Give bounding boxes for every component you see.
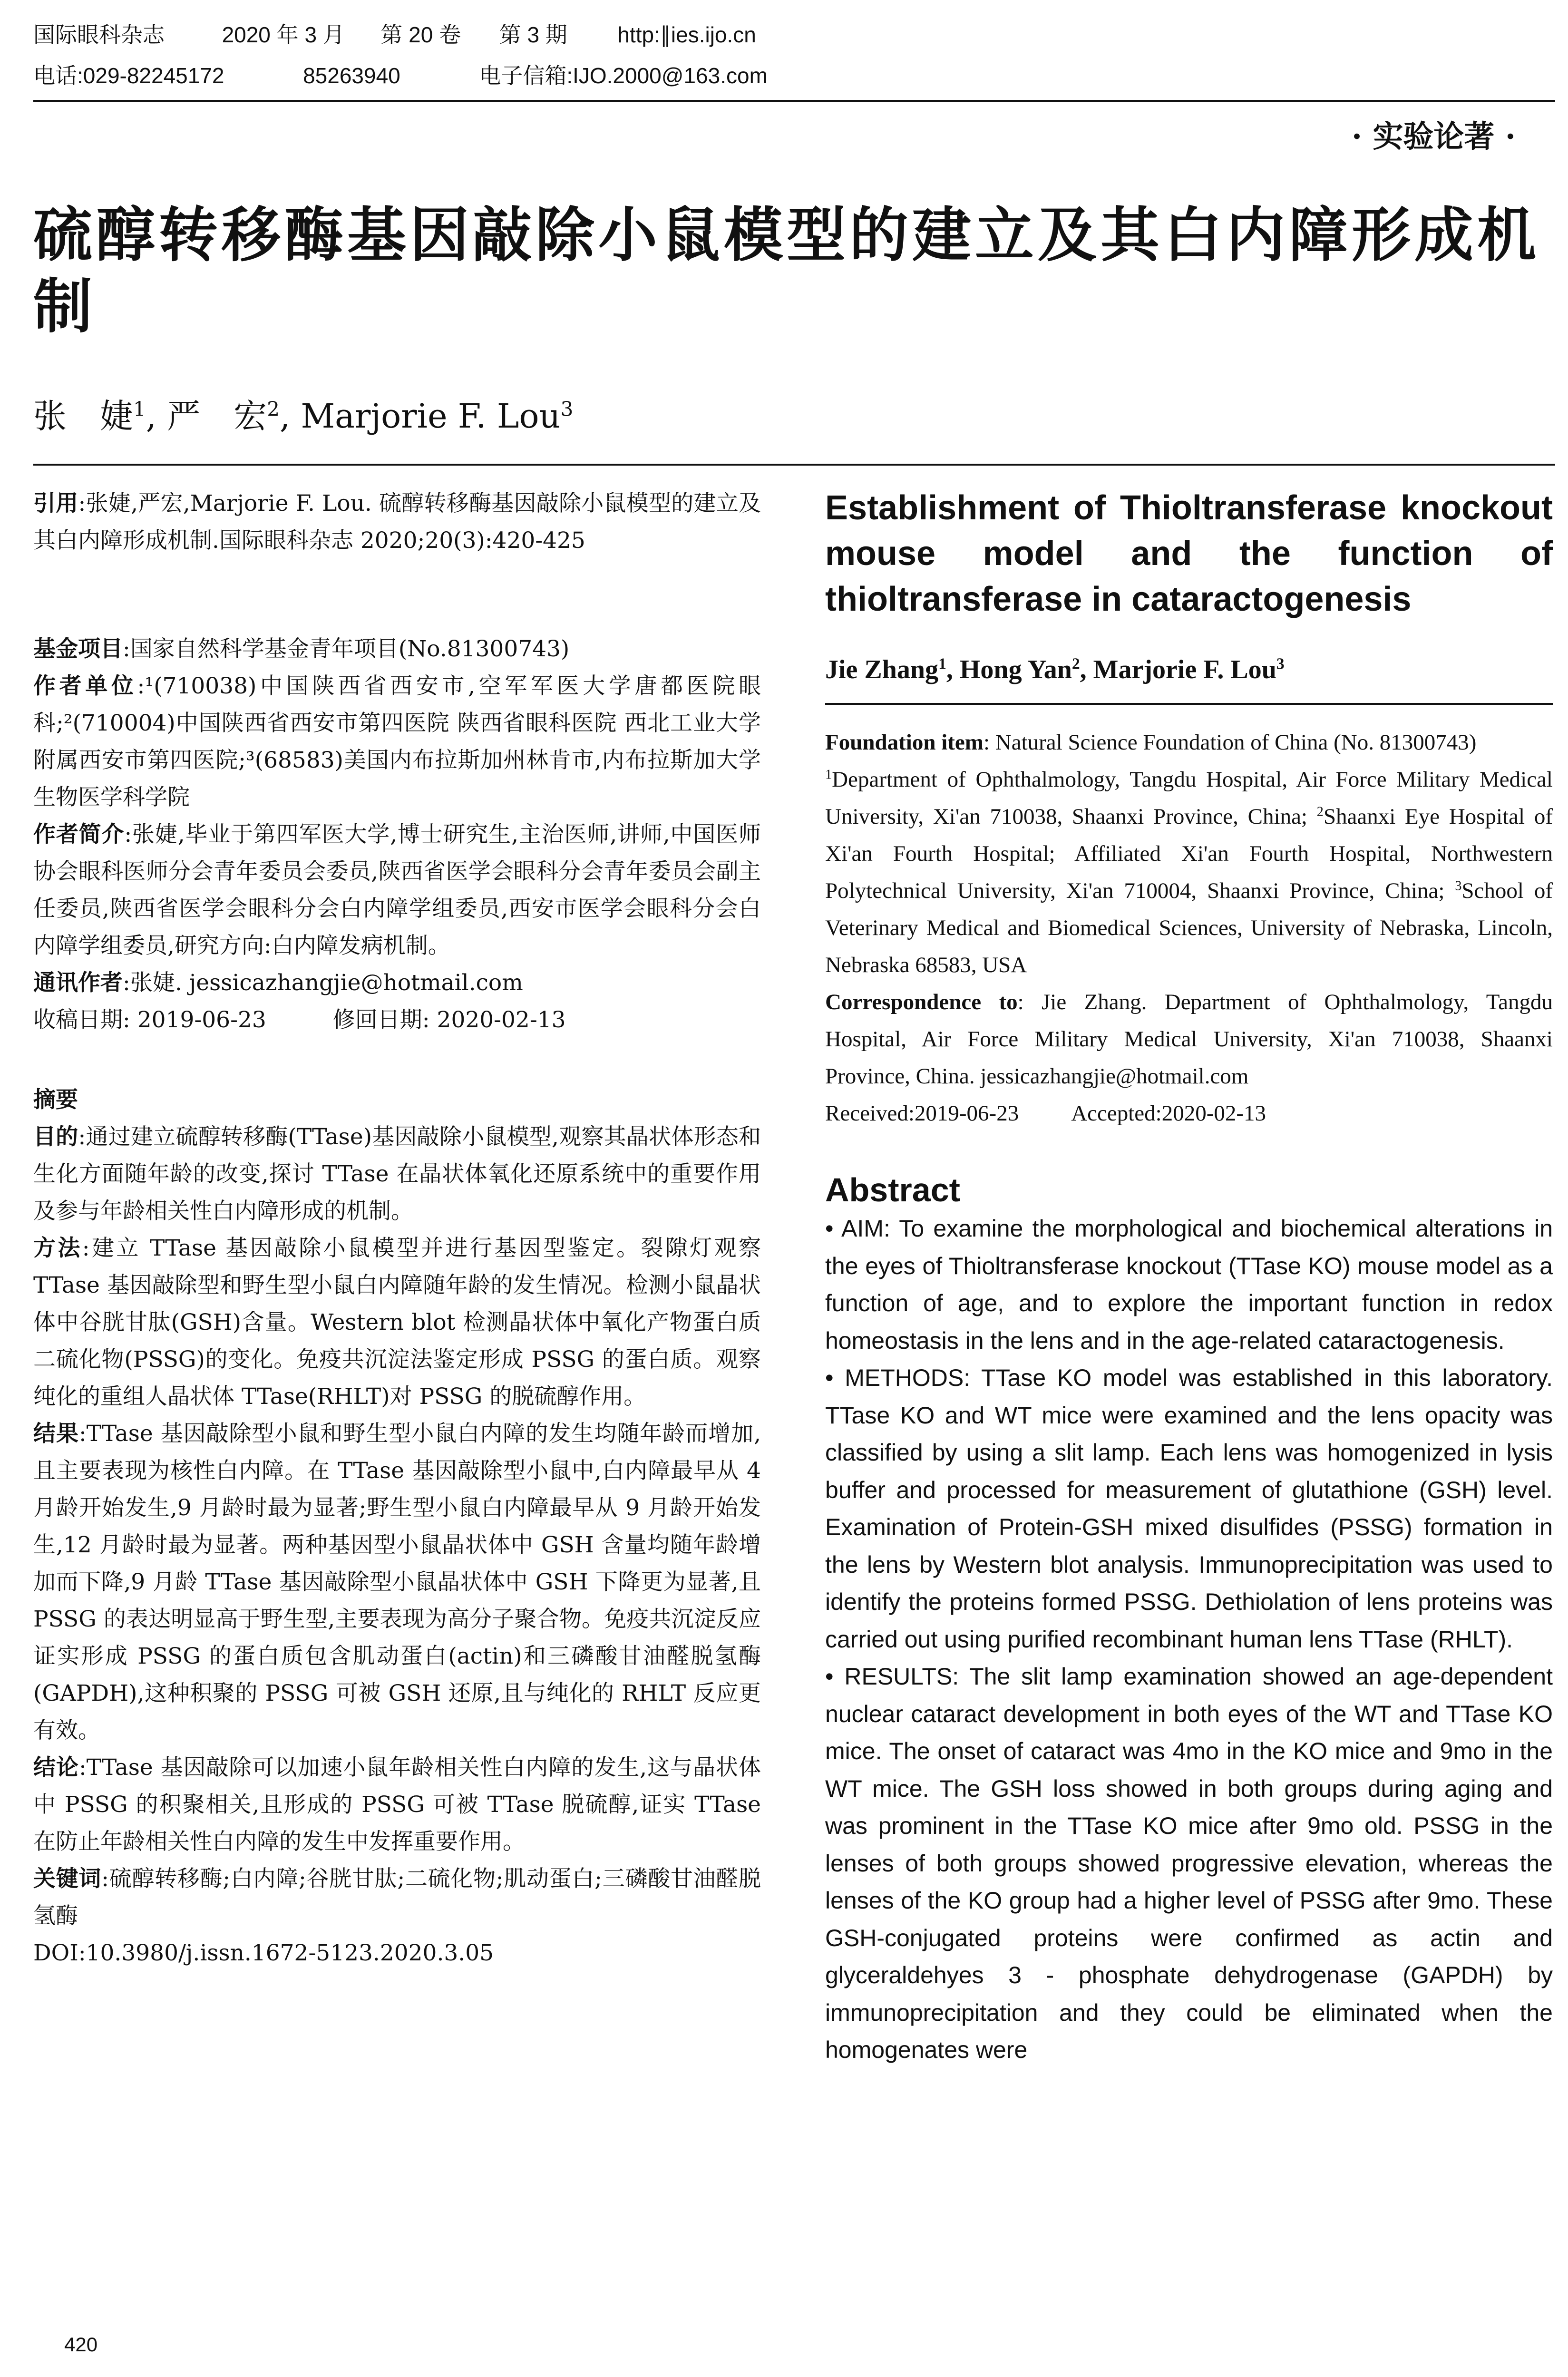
issue-date: 2020 年 3 月 [222,22,345,47]
english-author-3: Marjorie F. Lou [1093,655,1276,684]
author-3: Marjorie F. Lou [301,397,561,436]
en-aim-text: : To examine the morphological and biochemical alterations in the eyes of Thioltransferase knockout (TTase KO) mouse model as a function of age, and to explore the important function in redox homeostasis in the lens and in the age-related cataractogenesis. [825,1215,1553,1354]
citation-text: :张婕,严宏,Marjorie F. Lou. 硫醇转移酶基因敲除小鼠模型的建立及其白内障形成机制.国际眼科杂志 2020;20(3):420-425 [33,490,761,554]
received-en: Received:2019-06-23 [825,1101,1019,1126]
affil-1: Department of Ophthalmology, Tangdu Hospital, Air Force Military Medical University, Xi'an 710038, Shaanxi Province, China; [825,767,1553,829]
aim-block [33,1119,761,1230]
dates-block [33,1002,761,1039]
correspondence-to-text: : Jie Zhang. Department of Ophthalmology, Tangdu Hospital, Air Force Military Medical University, Xi'an 710038, Shaanxi Province, China. jessicazhangjie@hotmail.com [825,990,1553,1089]
en-results-label: • RESULTS [825,1663,953,1690]
right-column [825,485,1553,2069]
results-label: 结果 [33,1421,79,1447]
fund-label: 基金项目 [33,636,123,662]
journal-url: http:∥ies.ijo.cn [617,22,756,47]
en-aim-block [825,1210,1553,1359]
foundation-block [825,724,1553,761]
english-author-2: Hong Yan [959,655,1072,684]
keywords-text: :硫醇转移酶;白内障;谷胱甘肽;二硫化物;肌动蛋白;三磷酸甘油醛脱氢酶 [33,1866,761,1929]
accepted-en: Accepted:2020-02-13 [1071,1101,1266,1126]
issue: 第 3 期 [499,22,567,47]
author-1-affil: 1 [133,397,146,421]
citation-block [33,485,761,559]
abstract-heading-en: Abstract [825,1171,960,1208]
citation-label: 引用 [33,490,78,516]
keywords-block [33,1861,761,1935]
journal-name: 国际眼科杂志 [33,22,165,47]
running-header-line2 [33,62,1555,89]
phone: 电话:029-82245172 [33,63,224,88]
author-3-affil: 3 [560,397,574,421]
en-methods-label: • METHODS [825,1364,964,1391]
en-aim-label: • AIM [825,1215,884,1242]
methods-block [33,1230,761,1415]
aim-label: 目的 [33,1124,78,1150]
affiliation-text: :¹(710038)中国陕西省西安市,空军军医大学唐都医院眼科;²(710004)中国陕西省西安市第四医院 陕西省眼科医院 西北工业大学附属西安市第四医院;³(68583)美国内布拉斯加州林肯市,内布拉斯加大学生物医学科学院 [33,673,761,810]
bio-block [33,816,761,964]
english-correspondence [825,984,1553,1095]
affiliation-label: 作者单位 [33,673,137,699]
affil-3: School of Veterinary Medical and Biomedical Sciences, University of Nebraska, Lincoln, Nebraska 68583, USA [825,878,1553,977]
revised-date: 修回日期: 2020-02-13 [332,1007,566,1033]
english-author-2-affil: 2 [1071,655,1080,673]
article-title: 硫醇转移酶基因敲除小鼠模型的建立及其白内障形成机制 [33,201,1540,341]
english-author-1: Jie Zhang [825,655,939,684]
page-number: 420 [64,2333,98,2356]
english-author-1-affil: 1 [938,655,946,673]
correspondence-label: 通讯作者 [33,970,123,996]
abstract-heading-cn: 摘要 [33,1087,78,1113]
affil-2: Shaanxi Eye Hospital of Xi'an Fourth Hospital; Affiliated Xi'an Fourth Hospital, Northwestern Polytechnical University, Xi'an 710004, Shaanxi Province, China; [825,804,1553,903]
bio-text: :张婕,毕业于第四军医大学,博士研究生,主治医师,讲师,中国医师协会眼科医师分会青年委员会委员,陕西省医学会眼科分会青年委员会副主任委员,陕西省医学会眼科分会白内障学组委员,西安市医学会眼科分会白内障学组委员,研究方向:白内障发病机制。 [33,821,761,959]
title-rule [33,464,1555,466]
phone-2: 85263940 [303,63,400,88]
conclusion-label: 结论 [33,1754,79,1781]
header-rule [33,100,1555,102]
conclusion-block [33,1749,761,1861]
affil-3-sup: 3 [1455,878,1462,894]
english-title: Establishment of Thioltransferase knockout mouse model and the function of thioltransferase in cataractogenesis [825,489,1553,618]
en-results-text: : The slit lamp examination showed an age-dependent nuclear cataract development in both eyes of the WT and TTase KO mice. The onset of cataract was 4mo in the KO mice and 9mo in the WT mice. The GSH loss showed in both groups during aging and was prominent in the TTase KO mice after 9mo old. PSSG in the lenses of both groups showed progressive elevation, whereas the lenses of the KO group had a higher level of PSSG after 9mo. These GSH-conjugated proteins were confirmed as actin and glyceraldehyes 3 - phosphate dehydrogenase (GAPDH) by immunoprecipitation and they could be eliminated when the homogenates were [825,1663,1553,2063]
english-author-list: Jie Zhang$^1$, Hong Yan$^2$, Marjorie F. Lou$^3$ [825,655,1285,684]
english-author-3-affil: 3 [1276,655,1285,673]
email: 电子信箱:IJO.2000@163.com [479,63,768,88]
methods-text: :建立 TTase 基因敲除小鼠模型并进行基因型鉴定。裂隙灯观察 TTase 基因敲除型和野生型小鼠白内障随年龄的发生情况。检测小鼠晶状体中谷胱甘肽(GSH)含量。Western blot 检测晶状体中氧化产物蛋白质二硫化物(PSSG)的变化。免疫共沉淀法鉴定形成 PSSG 的蛋白质。观察纯化的重组人晶状体 TTase(RHLT)对 PSSG 的脱硫醇作用。 [33,1235,761,1410]
correspondence-text: :张婕. jessicazhangjie@hotmail.com [123,970,523,996]
running-header-line1 [33,21,1555,49]
results-block [33,1415,761,1749]
en-results-block [825,1658,1553,2069]
correspondence-to-label: Correspondence to [825,990,1018,1014]
english-affiliations [825,761,1553,984]
en-methods-text: : TTase KO model was established in this laboratory. TTase KO and WT mice were examined and the lens opacity was classified by using a slit lamp. Each lens was homogenized in lysis buffer and processed for measurement of glutathione (GSH) level. Examination of Protein-GSH mixed disulfides (PSSG) formation in the lens by Western blot analysis. Immunoprecipitation was used to identify the proteins formed PSSG. Dethiolation of lens proteins was carried out using purified recombinant human lens TTase (RHLT). [825,1364,1553,1653]
fund-text: :国家自然科学基金青年项目(No.81300743) [123,636,570,662]
bio-label: 作者简介 [33,821,125,848]
english-front-matter [825,724,1553,1132]
left-column [33,485,761,1972]
results-text: :TTase 基因敲除型小鼠和野生型小鼠白内障的发生均随年龄而增加,且主要表现为核性白内障。在 TTase 基因敲除型小鼠中,白内障最早从 4 月龄开始发生,9 月龄时最为显著;野生型小鼠白内障最早从 9 月龄开始发生,12 月龄时最为显著。两种基因型小鼠晶状体中 GSH 含量均随年龄增加而下降,9 月龄 TTase 基因敲除型小鼠晶状体中 GSH 下降更为显著,且 PSSG 的表达明显高于野生型,主要表现为高分子聚合物。免疫共沉淀反应证实形成 PSSG 的蛋白质包含肌动蛋白(actin)和三磷酸甘油醛脱氢酶(GAPDH),这种积聚的 PSSG 可被 GSH 还原,且与纯化的 RHLT 反应更有效。 [33,1421,761,1744]
affil-2-sup: 2 [1316,804,1324,819]
author-1: 张 婕 [33,397,133,436]
author-2-affil: 2 [267,397,280,421]
author-2: 严 宏 [167,397,267,436]
affil-1-sup: 1 [825,767,832,782]
affiliation-block [33,668,761,816]
aim-text: :通过建立硫醇转移酶(TTase)基因敲除小鼠模型,观察其晶状体形态和生化方面随年龄的改变,探讨 TTase 在晶状体氧化还原系统中的重要作用及参与年龄相关性白内障形成的机制。 [33,1124,761,1224]
doi: DOI:10.3980/j.issn.1672-5123.2020.3.05 [33,1940,494,1966]
english-abstract [825,1210,1553,2069]
correspondence-block [33,964,761,1002]
foundation-label: Foundation item [825,730,984,755]
foundation-text: : Natural Science Foundation of China (No. 81300743) [983,730,1477,755]
english-author-rule [825,703,1553,705]
en-methods-block [825,1359,1553,1658]
received-date: 收稿日期: 2019-06-23 [33,1007,266,1033]
methods-label: 方法 [33,1235,82,1261]
english-dates [825,1095,1553,1132]
section-tag: · 实验论著 · [1351,119,1516,155]
volume: 第 20 卷 [380,22,461,47]
author-list: 张 婕$^1$, 严 宏$^2$, Marjorie F. Lou$^3$ [33,397,574,436]
keywords-label: 关键词 [33,1866,102,1892]
fund-block [33,631,761,668]
conclusion-text: :TTase 基因敲除可以加速小鼠年龄相关性白内障的发生,这与晶状体中 PSSG 的积聚相关,且形成的 PSSG 可被 TTase 脱硫醇,证实 TTase 在防止年龄相关性白内障的发生中发挥重要作用。 [33,1754,761,1855]
